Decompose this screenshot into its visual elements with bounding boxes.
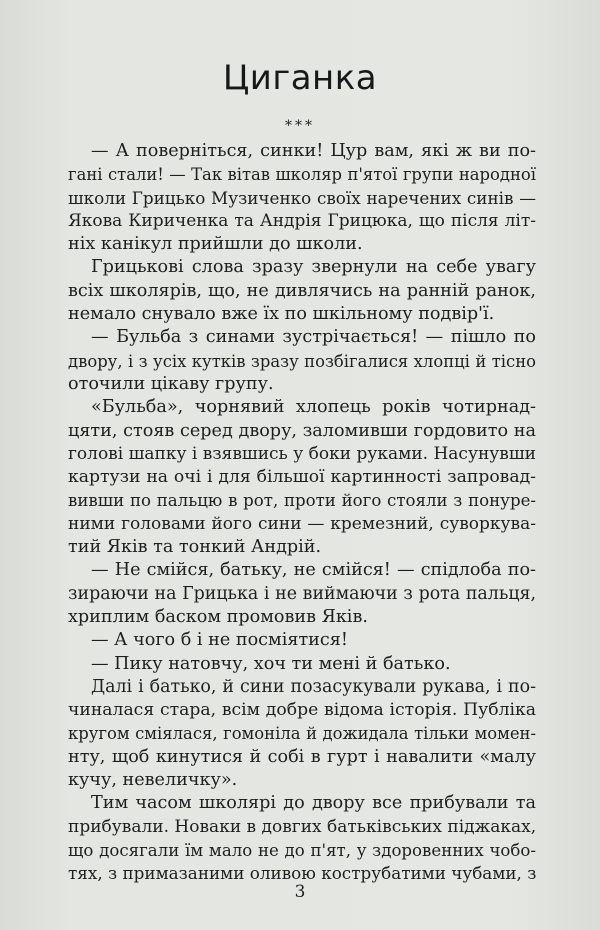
paragraph xyxy=(68,653,536,676)
text-line: школи Грицько Музиченко своїх наречених синів — xyxy=(68,187,536,208)
text-line: тях, з примазаними оливою кострубатими чубами, з xyxy=(68,863,537,884)
page-number: 3 xyxy=(294,882,306,902)
text-line: Грицькові слова зразу звернули на себе увагу xyxy=(91,257,536,278)
text-line: всіх школярів, що, не дивлячись на ранній ранок, xyxy=(68,280,536,301)
text-line: хриплим баском промовив Яків. xyxy=(68,606,368,627)
text-line: ніх канікул прийшли до школи. xyxy=(68,234,363,255)
text-line: немало снувало вже їх по шкільному подвір'ї. xyxy=(68,304,495,325)
text-line: гані стали! — Так вітав школяр п'ятої групи народної xyxy=(68,165,536,185)
text-line: що досягали їм мало не до п'ят, у здоровенних чобо- xyxy=(68,840,536,860)
text-line: — А чого б і не посміятися! xyxy=(91,630,348,651)
section-separator: *** xyxy=(285,118,315,134)
text-line: чиналася стара, всім добре відома історія. Публіка xyxy=(68,700,536,721)
text-line: Якова Кириченка та Андрія Грицюка, що після літ- xyxy=(68,210,536,231)
text-line: Далі і батько, й сини позасукували рукава, і по- xyxy=(91,676,536,697)
text-line: — Не смійся, батьку, не смійся! — спідлоба по- xyxy=(91,560,536,581)
text-line: оточили цікаву групу. xyxy=(68,373,274,394)
text-line: кучу, невеличку». xyxy=(68,770,238,791)
text-line: картузи на очі і для більшої картинності запровад- xyxy=(68,467,536,488)
paragraph xyxy=(68,326,536,396)
text-line: цяти, стояв серед двору, заломивши гордовито на xyxy=(68,420,536,441)
text-line: нту, щоб кинутися й собі в гурт і навалити «малу xyxy=(68,746,536,767)
text-line: тий Яків та тонкий Андрій. xyxy=(68,537,322,558)
paragraph xyxy=(68,256,536,326)
paragraph xyxy=(68,792,536,885)
text-line: прибували. Новаки в довгих батьківських піджаках, xyxy=(68,816,537,837)
paragraph xyxy=(68,629,536,652)
text-line: зираючи на Грицька і не виймаючи з рота пальця, xyxy=(68,583,536,604)
text-line: ними головами його сини — кремезний, суворкува- xyxy=(68,513,536,534)
text-line: — А поверніться, синки! Цур вам, які ж ви по- xyxy=(91,141,536,161)
text-line: Тим часом школярі до двору все прибували та xyxy=(91,793,536,814)
text-line: двору, і з усіх кутків зразу позбігалися хлопці й тісно xyxy=(68,351,536,371)
text-line: кругом сміялася, гомоніла й дожидала тільки момен- xyxy=(68,724,536,744)
body-text xyxy=(68,140,536,886)
chapter-title: Циганка xyxy=(222,58,378,98)
paragraph xyxy=(68,676,536,792)
text-line: — Бульба з синами зустрічається! — пішло по xyxy=(91,327,536,348)
paragraph xyxy=(68,396,536,559)
paragraph xyxy=(68,140,536,256)
text-line: «Бульба», чорнявий хлопець років чотирнад- xyxy=(91,397,536,418)
paragraph xyxy=(68,559,536,629)
text-line: — Пику натовчу, хоч ти мені й батько. xyxy=(91,653,451,674)
text-line: вивши по пальцю в рот, проти його стояли з понуре- xyxy=(68,491,536,511)
text-line: голові шапку і взявшись у боки руками. Насунувши xyxy=(68,443,536,464)
